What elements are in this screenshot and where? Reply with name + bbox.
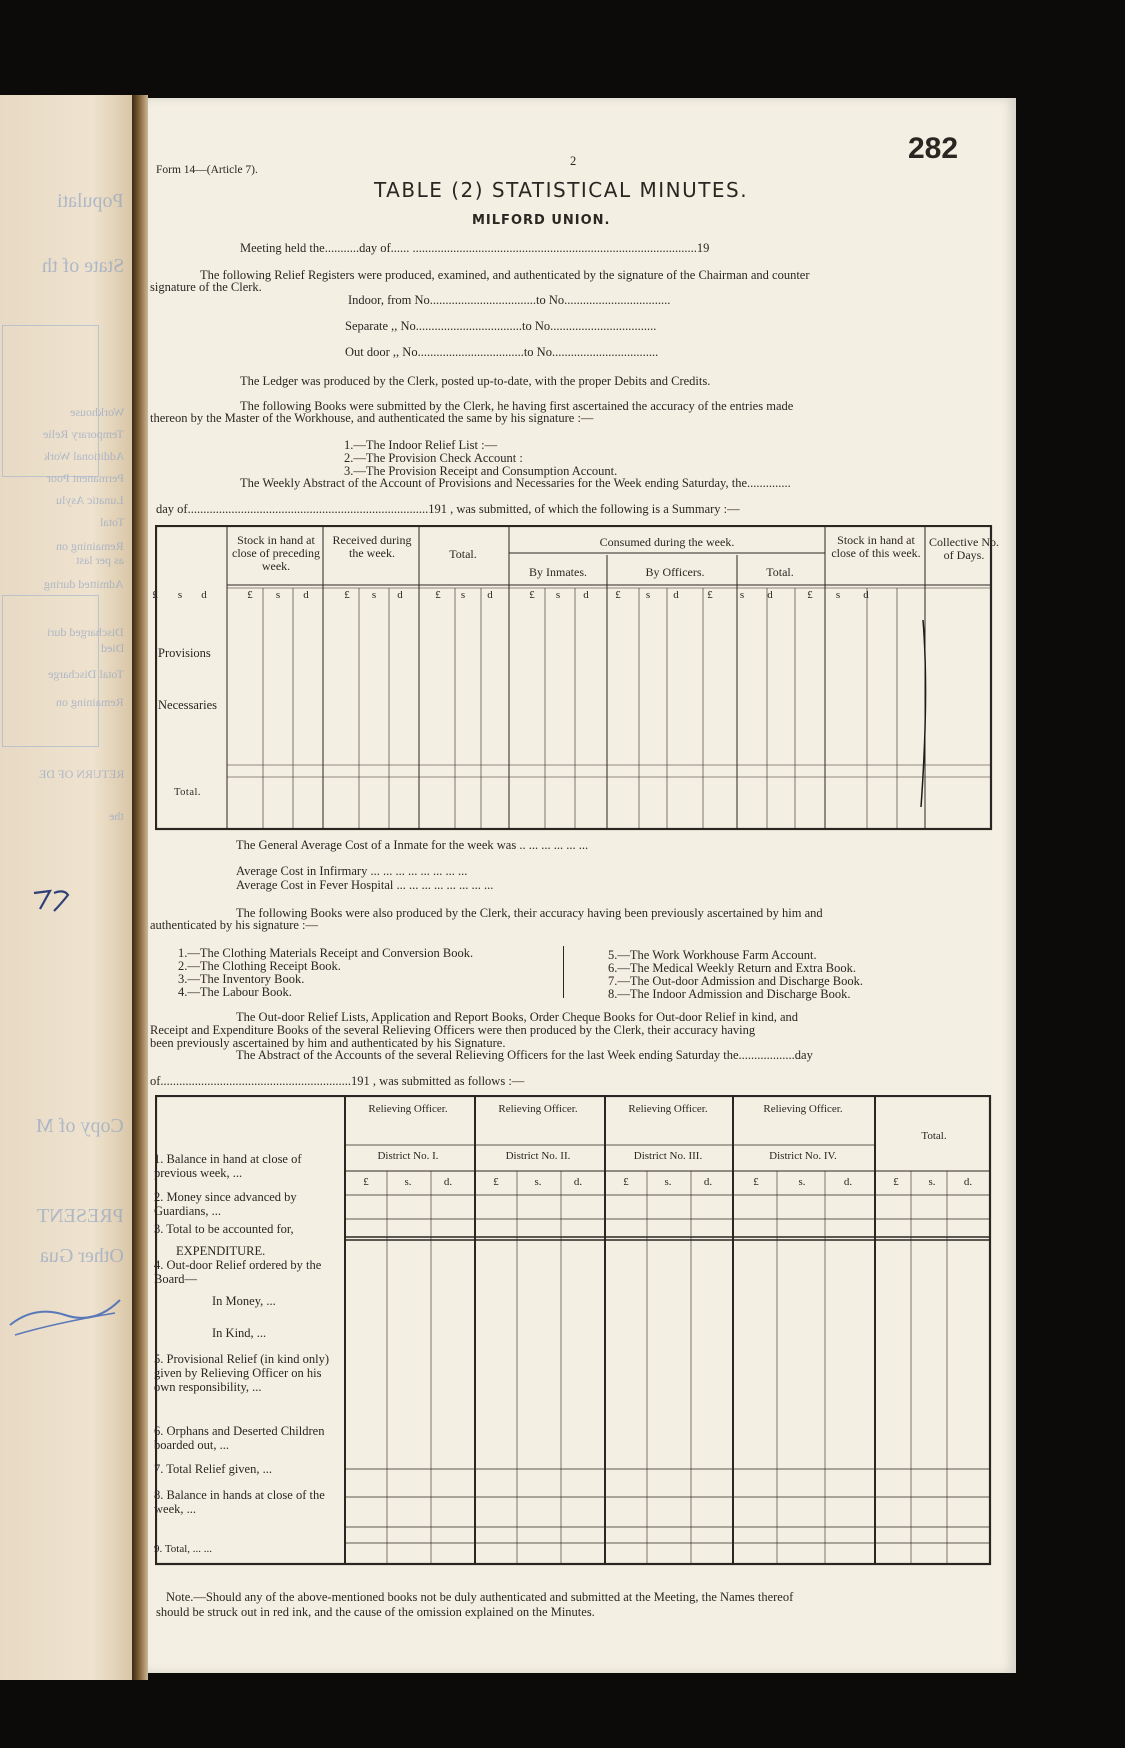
book-item: 1.—The Indoor Relief List :— <box>344 438 498 452</box>
lsd-label: s <box>555 589 561 601</box>
register-indoor: Indoor, from No..................................to No.................................. <box>348 293 671 307</box>
ghost-text: State of th <box>41 255 124 277</box>
lsd-label: s. <box>664 1176 672 1188</box>
lsd-label: d. <box>843 1176 853 1188</box>
register-outdoor: Out door ,, No..................................to No.................................. <box>345 345 659 359</box>
book-item: 3.—The Provision Receipt and Consumption Account. <box>344 464 618 478</box>
book-item: 2.—The Provision Check Account : <box>344 451 523 465</box>
small-page-number: 2 <box>570 154 577 168</box>
row-number: 3. <box>154 1222 164 1236</box>
footnote: should be struck out in red ink, and the cause of the omission explained on the Minutes. <box>156 1605 595 1619</box>
book-item: 4.—The Labour Book. <box>178 985 292 999</box>
ghost-table <box>2 325 99 477</box>
form-reference: Form 14—(Article 7). <box>156 164 258 176</box>
col-total: Total. <box>449 547 477 561</box>
col-by-inmates: By Inmates. <box>529 565 587 579</box>
avg-cost-fever-hospital: Average Cost in Fever Hospital ... ... ... ... ... ... ... ... <box>236 878 494 892</box>
officer-header: Relieving Officer. <box>763 1103 843 1115</box>
lsd-label: s. <box>928 1176 936 1188</box>
lsd-label: d <box>863 589 869 601</box>
ghost-text: Lunatic Asylu <box>56 493 124 507</box>
row-label: Total, ... ... <box>164 1543 213 1555</box>
ghost-text: PRESENT <box>37 1205 124 1227</box>
book-item: 1.—The Clothing Materials Receipt and Conversion Book. <box>178 946 474 960</box>
divider <box>563 946 564 998</box>
district-header: District No. II. <box>505 1150 571 1162</box>
ghost-handwritten-number <box>30 885 80 915</box>
row-total-relief <box>154 1462 330 1476</box>
book-item: 8.—The Indoor Admission and Discharge Book. <box>608 987 851 1001</box>
ghost-table <box>2 595 99 747</box>
lsd-label: s <box>645 589 651 601</box>
row-in-kind: In Kind, ... <box>212 1326 267 1340</box>
ghost-text: Died <box>100 641 124 655</box>
ghost-text: Discharged duri <box>47 625 124 639</box>
lsd-label: d. <box>703 1176 713 1188</box>
row-label: Balance in hand at close of previous week, ... <box>154 1152 302 1180</box>
row-label: Money since advanced by Guardians, ... <box>154 1190 297 1218</box>
row-number: 4. <box>154 1258 164 1272</box>
footnote: Note.—Should any of the above-mentioned books not be duly authenticated and submitted at the Meeting, the Names thereof <box>166 1590 794 1604</box>
ghost-text: Temporary Relie <box>43 427 124 441</box>
lsd-label: s. <box>798 1176 806 1188</box>
ledger-line: The Ledger was produced by the Clerk, posted up-to-date, with the proper Debits and Credits. <box>240 374 711 388</box>
lsd-label: d <box>201 589 207 601</box>
col-stock-end: Stock in hand at close of this week. <box>831 533 921 560</box>
lsd-label: d <box>767 589 773 601</box>
lsd-label: £ <box>493 1176 499 1188</box>
ghost-text: Copy of M <box>36 1115 124 1137</box>
section-expenditure: EXPENDITURE. <box>176 1244 266 1258</box>
lsd-label: d. <box>963 1176 973 1188</box>
lsd-label: s <box>460 589 466 601</box>
page-number: 282 <box>908 132 959 165</box>
lsd-label: s <box>177 589 183 601</box>
lsd-label: d <box>397 589 403 601</box>
district-header: District No. IV. <box>769 1150 837 1162</box>
row-label: Out-door Relief ordered by the Board— <box>154 1258 322 1286</box>
lsd-label: d. <box>443 1176 453 1188</box>
row-label: Total to be accounted for, <box>166 1222 294 1236</box>
books-intro: The following Books were submitted by the Clerk, he having first ascertained the accuracy of the entries made <box>240 399 794 413</box>
row-label: Provisional Relief (in kind only) given by Relieving Officer on his own responsibility, ... <box>154 1352 329 1394</box>
lsd-label: d <box>487 589 493 601</box>
row-balance-close <box>154 1488 330 1516</box>
ghost-text: Other Gua <box>40 1245 124 1267</box>
lsd-label: £ <box>623 1176 629 1188</box>
row-total-accounted <box>154 1222 330 1236</box>
district-header: District No. I. <box>377 1150 439 1162</box>
ghost-text: Remaining on <box>56 695 124 709</box>
meeting-line: Meeting held the...........day of...... ...........................................................................................19 <box>240 241 710 255</box>
lsd-label: s. <box>534 1176 542 1188</box>
lsd-label: d <box>673 589 679 601</box>
ghost-text: as per last <box>76 553 124 567</box>
outdoor-paragraph: Receipt and Expenditure Books of the several Relieving Officers were then produced by the Clerk, their accuracy having <box>150 1023 756 1037</box>
row-label-necessaries: Necessaries <box>158 698 217 712</box>
lsd-label: s. <box>404 1176 412 1188</box>
register-separate: Separate ,, No..................................to No.................................. <box>345 319 657 333</box>
form-page <box>148 98 1016 1673</box>
lsd-label: £ <box>893 1176 899 1188</box>
ghost-text: Populati <box>57 190 124 212</box>
lsd-label: d. <box>573 1176 583 1188</box>
book-item: 3.—The Inventory Book. <box>178 972 305 986</box>
books2-intro-cont: authenticated by his signature :— <box>150 918 319 932</box>
lsd-label: £ <box>529 589 535 601</box>
ghost-text: Workhouse <box>69 405 124 419</box>
book-item: 2.—The Clothing Receipt Book. <box>178 959 341 973</box>
row-number: 2. <box>154 1190 164 1204</box>
district-header: District No. III. <box>633 1150 703 1162</box>
outdoor-paragraph: been previously ascertained by him and authenticated by his Signature. <box>150 1036 506 1050</box>
outdoor-paragraph: of.............................................................191 , was submitted as follows :— <box>150 1074 525 1088</box>
lsd-label: £ <box>344 589 350 601</box>
ghost-text: Total <box>99 515 124 529</box>
union-name: MILFORD UNION. <box>472 213 611 228</box>
lsd-label: d <box>583 589 589 601</box>
lsd-label: £ <box>435 589 441 601</box>
lsd-label: £ <box>247 589 253 601</box>
row-in-money: In Money, ... <box>212 1294 276 1308</box>
book-item: 7.—The Out-door Admission and Discharge Book. <box>608 974 863 988</box>
row-money-advanced <box>154 1190 330 1218</box>
lsd-label: £ <box>707 589 713 601</box>
avg-cost-infirmary: Average Cost in Infirmary ... ... ... ... ... ... ... ... <box>236 864 468 878</box>
lsd-label: £ <box>753 1176 759 1188</box>
col-consumed-total: Total. <box>766 565 794 579</box>
col-collective-days: Collective No. of Days. <box>929 535 999 562</box>
page-title: TABLE (2) STATISTICAL MINUTES. <box>374 178 749 202</box>
row-provisional-relief <box>154 1352 334 1394</box>
officer-header: Relieving Officer. <box>368 1103 448 1115</box>
ghost-text: Additional Work <box>43 449 124 463</box>
row-number: 9. <box>154 1543 163 1555</box>
lsd-label: s <box>371 589 377 601</box>
ghost-text: Remaining on <box>56 539 124 553</box>
row-number: 8. <box>154 1488 164 1502</box>
ghost-text: the <box>109 809 124 823</box>
row-number: 1. <box>154 1152 164 1166</box>
row-label: Total Relief given, ... <box>166 1462 272 1476</box>
lsd-label: s <box>275 589 281 601</box>
lsd-label: £ <box>363 1176 369 1188</box>
ghost-text: Admitted during <box>44 577 124 591</box>
lsd-label: £ <box>807 589 813 601</box>
ghost-signature <box>5 1285 125 1345</box>
books-intro-cont: thereon by the Master of the Workhouse, and authenticated the same by his signature :— <box>150 411 594 425</box>
row-label-provisions: Provisions <box>158 646 211 660</box>
ghost-text: RETURN OF DE <box>38 767 124 781</box>
ghost-text: Permanent Poor <box>47 471 124 485</box>
col-consumed: Consumed during the week. <box>599 535 735 549</box>
row-number: 6. <box>154 1424 164 1438</box>
lsd-label: s <box>739 589 745 601</box>
abstract-line: The Weekly Abstract of the Account of Provisions and Necessaries for the Week ending Saturday, the.............. <box>240 476 791 490</box>
total-header: Total. <box>921 1130 947 1142</box>
row-total <box>154 1542 330 1556</box>
lsd-label: s <box>835 589 841 601</box>
col-by-officers: By Officers. <box>645 565 705 579</box>
books2-intro: The following Books were also produced by the Clerk, their accuracy having been previously ascertained by him and <box>236 906 823 920</box>
row-number: 7. <box>154 1462 164 1476</box>
outdoor-paragraph: The Out-door Relief Lists, Application and Report Books, Order Cheque Books for Out-door Relief in kind, and <box>236 1010 799 1024</box>
officer-header: Relieving Officer. <box>628 1103 708 1115</box>
row-label: Orphans and Deserted Children boarded out, ... <box>154 1424 325 1452</box>
ghost-text: Total Discharge <box>48 667 124 681</box>
book-gutter <box>132 95 148 1680</box>
outdoor-paragraph: The Abstract of the Accounts of the several Relieving Officers for the last Week ending Saturday the..................day <box>236 1048 813 1062</box>
avg-cost-inmate: The General Average Cost of a Inmate for the week was .. ... ... ... ... ... <box>236 838 589 852</box>
col-stock-start: Stock in hand at close of preceding week. <box>232 533 320 573</box>
row-label: Balance in hands at close of the week, ... <box>154 1488 325 1516</box>
col-received: Received during the week. <box>332 533 412 560</box>
officer-header: Relieving Officer. <box>498 1103 578 1115</box>
row-outdoor-relief <box>154 1258 330 1286</box>
row-number: 5. <box>154 1352 164 1366</box>
abstract-line-cont: day of.............................................................................191 , was submitted, of which the following is a Summary :— <box>156 502 740 516</box>
row-label-total: Total. <box>174 787 202 798</box>
registers-intro: The following Relief Registers were produced, examined, and authenticated by the signature of the Chairman and counter <box>200 268 810 282</box>
registers-intro-cont: signature of the Clerk. <box>150 280 262 294</box>
lsd-label: d <box>303 589 309 601</box>
row-orphans-boarded <box>154 1424 330 1452</box>
row-balance-previous <box>154 1152 330 1180</box>
book-item: 6.—The Medical Weekly Return and Extra Book. <box>608 961 857 975</box>
book-item: 5.—The Work Workhouse Farm Account. <box>608 948 817 962</box>
lsd-label: £ <box>152 589 158 601</box>
lsd-label: £ <box>615 589 621 601</box>
facing-page <box>0 95 135 1680</box>
